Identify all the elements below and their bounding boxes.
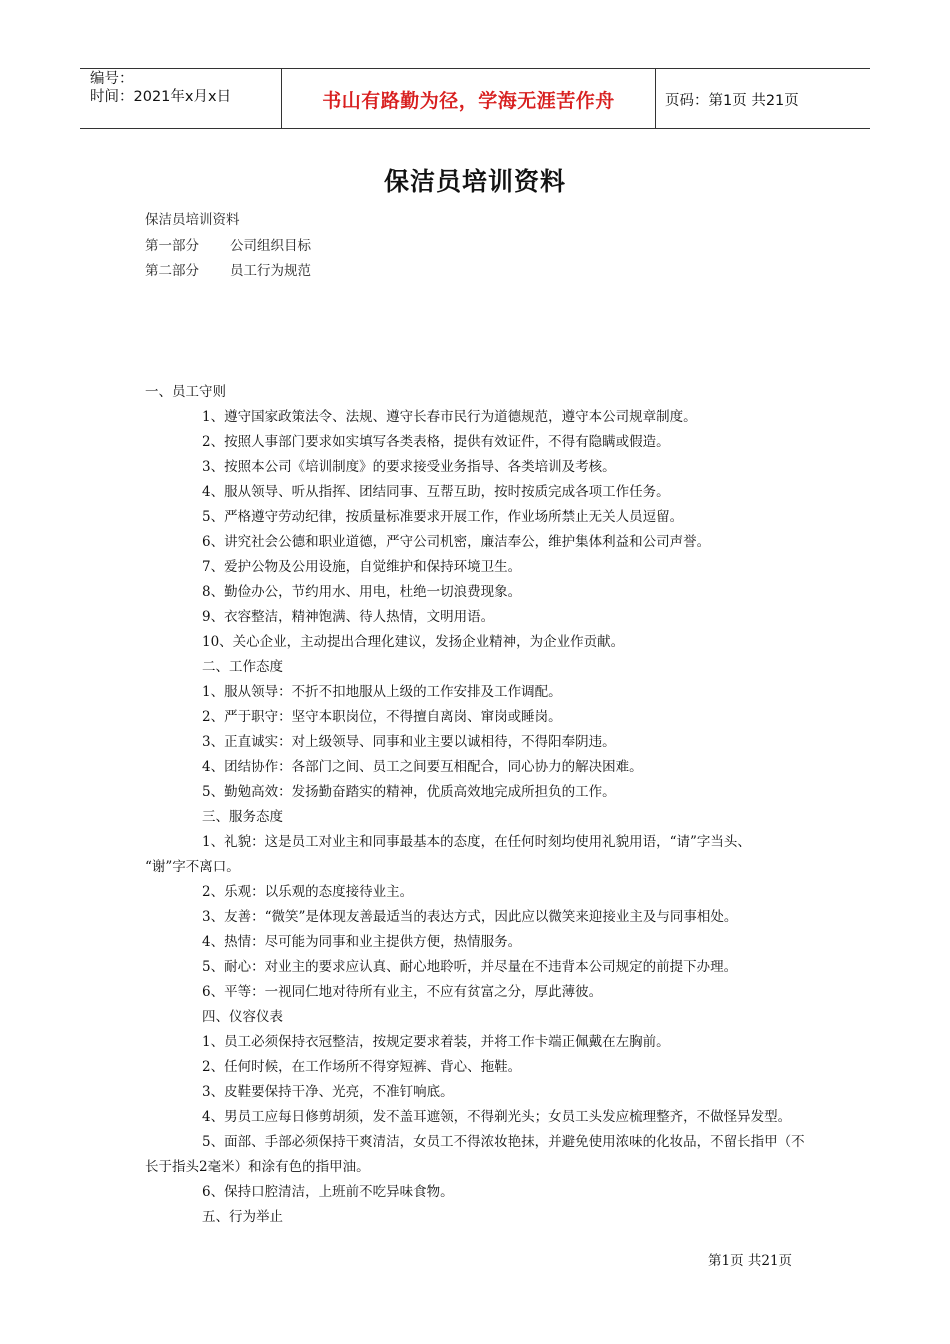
body-line: 四、仪容仪表 bbox=[202, 1009, 283, 1025]
body-line: 3、按照本公司《培训制度》的要求接受业务指导、各类培训及考核。 bbox=[202, 459, 616, 475]
body-text bbox=[145, 380, 825, 1230]
body-line: 5、耐心：对业主的要求应认真、耐心地聆听，并尽量在不违背本公司规定的前提下办理。 bbox=[202, 959, 738, 975]
body-line: 2、严于职守：坚守本职岗位，不得擅自离岗、窜岗或睡岗。 bbox=[202, 709, 562, 725]
toc-line bbox=[145, 259, 311, 279]
body-line: 4、服从领导、听从指挥、团结同事、互帮互助，按时按质完成各项工作任务。 bbox=[202, 484, 670, 500]
body-line: 6、保持口腔清洁，上班前不吃异味食物。 bbox=[202, 1184, 454, 1200]
body-line: 4、男员工应每日修剪胡须，发不盖耳遮领，不得剃光头；女员工头发应梳理整齐，不做怪异发型。 bbox=[202, 1109, 792, 1125]
body-line: 2、按照人事部门要求如实填写各类表格，提供有效证件，不得有隐瞒或假造。 bbox=[202, 434, 670, 450]
body-line: 1、遵守国家政策法令、法规、遵守长春市民行为道德规范，遵守本公司规章制度。 bbox=[202, 409, 697, 425]
body-line: 二、工作态度 bbox=[202, 659, 283, 675]
toc-label: 第二部分 bbox=[145, 263, 199, 279]
body-line: 4、团结协作：各部门之间、员工之间要互相配合，同心协力的解决困难。 bbox=[202, 759, 643, 775]
body-line: 1、服从领导：不折不扣地服从上级的工作安排及工作调配。 bbox=[202, 684, 562, 700]
body-line: 3、正直诚实：对上级领导、同事和业主要以诚相待，不得阳奉阴违。 bbox=[202, 734, 616, 750]
body-line: 三、服务态度 bbox=[202, 809, 283, 825]
toc-line bbox=[145, 234, 311, 254]
body-line: 长于指头2毫米）和涂有色的指甲油。 bbox=[145, 1159, 370, 1175]
header-motto: 书山有路勤为径，学海无涯苦作舟 bbox=[322, 90, 615, 112]
document-time: 时间：2021年x月x日 bbox=[90, 89, 232, 105]
body-line: 5、严格遵守劳动纪律，按质量标准要求开展工作，作业场所禁止无关人员逗留。 bbox=[202, 509, 684, 525]
body-line: 五、行为举止 bbox=[202, 1209, 283, 1225]
body-line: 10、关心企业，主动提出合理化建议，发扬企业精神，为企业作贡献。 bbox=[202, 634, 625, 650]
document-number: 编号： bbox=[90, 71, 134, 87]
body-line: 6、讲究社会公德和职业道德，严守公司机密，廉洁奉公，维护集体利益和公司声誉。 bbox=[202, 534, 711, 550]
body-line: “谢”字不离口。 bbox=[145, 859, 240, 875]
toc-value: 员工行为规范 bbox=[230, 263, 311, 279]
toc-line bbox=[145, 208, 240, 228]
body-line: 2、任何时候，在工作场所不得穿短裤、背心、拖鞋。 bbox=[202, 1059, 522, 1075]
body-line: 9、衣容整洁，精神饱满、待人热情，文明用语。 bbox=[202, 609, 495, 625]
body-line: 4、热情：尽可能为同事和业主提供方便，热情服务。 bbox=[202, 934, 522, 950]
toc-value: 公司组织目标 bbox=[230, 238, 311, 254]
toc-label: 保洁员培训资料 bbox=[145, 212, 240, 228]
page-footer: 第1页 共21页 bbox=[708, 1253, 793, 1269]
body-line: 8、勤俭办公，节约用水、用电，杜绝一切浪费现象。 bbox=[202, 584, 522, 600]
body-line: 6、平等：一视同仁地对待所有业主，不应有贫富之分，厚此薄彼。 bbox=[202, 984, 603, 1000]
document-title: 保洁员培训资料 bbox=[383, 167, 566, 196]
header-info bbox=[90, 70, 231, 106]
body-line: 1、礼貌：这是员工对业主和同事最基本的态度，在任何时刻均使用礼貌用语，“请”字当头、 bbox=[202, 834, 751, 850]
header-page-code: 页码：第1页 共21页 bbox=[665, 93, 799, 109]
header-bottom-rule bbox=[80, 128, 870, 129]
body-line: 3、皮鞋要保持干净、光亮，不准钉响底。 bbox=[202, 1084, 454, 1100]
body-line: 2、乐观：以乐观的态度接待业主。 bbox=[202, 884, 414, 900]
body-line: 5、勤勉高效：发扬勤奋踏实的精神，优质高效地完成所担负的工作。 bbox=[202, 784, 616, 800]
toc-label: 第一部分 bbox=[145, 238, 199, 254]
body-line: 7、爱护公物及公用设施，自觉维护和保持环境卫生。 bbox=[202, 559, 522, 575]
header-divider-right bbox=[655, 68, 656, 129]
header-top-rule bbox=[80, 68, 870, 69]
body-line: 一、员工守则 bbox=[145, 384, 226, 400]
body-line: 3、友善：“微笑”是体现友善最适当的表达方式，因此应以微笑来迎接业主及与同事相处。 bbox=[202, 909, 738, 925]
body-line: 5、面部、手部必须保持干爽清洁，女员工不得浓妆艳抹，并避免使用浓味的化妆品，不留长指甲（不 bbox=[202, 1134, 805, 1150]
body-line: 1、员工必须保持衣冠整洁，按规定要求着装，并将工作卡端正佩戴在左胸前。 bbox=[202, 1034, 670, 1050]
